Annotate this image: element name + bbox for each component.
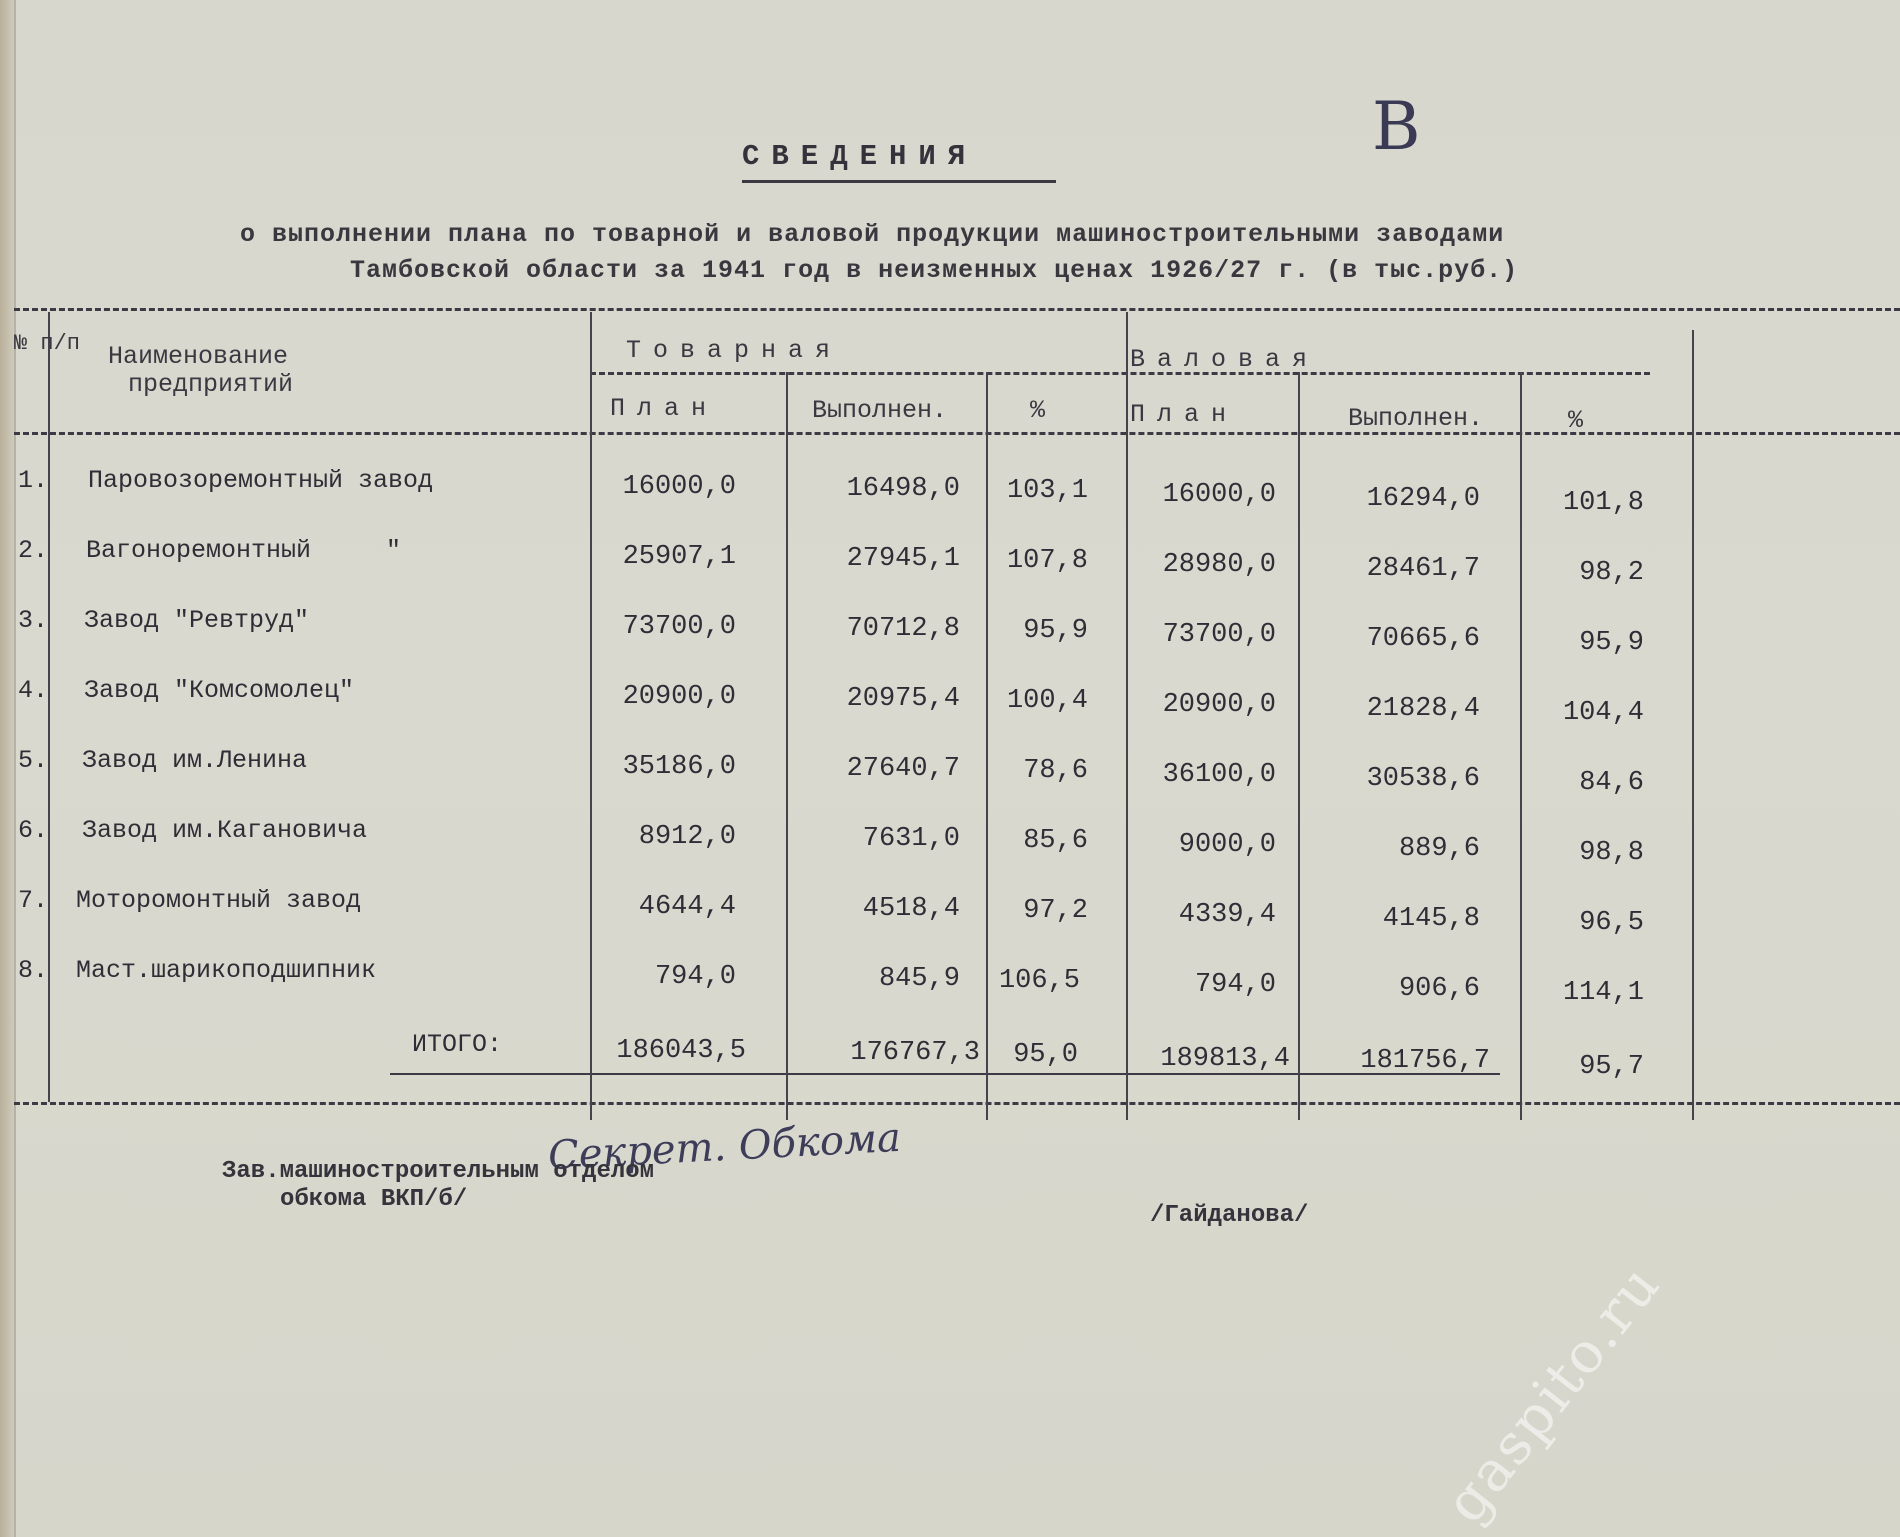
row-number: 8. xyxy=(18,956,49,985)
total-c-pct: 95,0 xyxy=(1013,1040,1078,1070)
table-top-rule xyxy=(14,308,1900,311)
row-g-done: 906,6 xyxy=(1398,974,1480,1004)
total-c-plan: 186043,5 xyxy=(616,1036,746,1066)
row-g-done: 4145,8 xyxy=(1382,904,1480,934)
row-g-plan: 20900,0 xyxy=(1162,690,1276,720)
row-number: 2. xyxy=(18,536,49,565)
row-c-plan: 794,0 xyxy=(654,962,736,992)
row-g-plan: 4339,4 xyxy=(1178,900,1276,930)
row-c-done: 4518,4 xyxy=(862,894,960,924)
row-g-plan: 73700,0 xyxy=(1162,620,1276,650)
row-name: Завод им.Кагановича xyxy=(82,816,368,845)
header-gross: Валовая xyxy=(1130,345,1320,374)
row-c-done: 7631,0 xyxy=(862,824,960,854)
row-name: Завод "Ревтруд" xyxy=(84,606,310,635)
row-g-plan: 36100,0 xyxy=(1162,760,1276,790)
row-name: Завод им.Ленина xyxy=(82,746,308,775)
watermark: gaspito.ru xyxy=(1432,1252,1674,1535)
row-g-plan: 794,0 xyxy=(1194,970,1276,1000)
col-divider-gross xyxy=(1692,330,1694,1120)
row-g-pct: 98,8 xyxy=(1579,838,1644,868)
row-c-pct: 95,9 xyxy=(1023,616,1088,646)
table-bottom-rule xyxy=(14,1102,1900,1105)
row-g-done: 70665,6 xyxy=(1366,624,1480,654)
row-c-plan: 35186,0 xyxy=(622,752,736,782)
header-name-line1: Наименование xyxy=(108,342,289,371)
row-g-pct: 95,9 xyxy=(1579,628,1644,658)
row-g-plan: 9000,0 xyxy=(1178,830,1276,860)
row-g-done: 28461,7 xyxy=(1366,554,1480,584)
row-c-plan: 4644,4 xyxy=(638,892,736,922)
row-name: Моторомонтный завод xyxy=(76,886,362,915)
header-g-done: Выполнен. xyxy=(1348,404,1484,433)
col-divider-g-plan xyxy=(1298,372,1300,1120)
row-c-done: 70712,8 xyxy=(846,614,960,644)
row-g-pct: 104,4 xyxy=(1562,698,1644,728)
row-number: 3. xyxy=(18,606,49,635)
row-c-plan: 8912,0 xyxy=(638,822,736,852)
row-g-done: 30538,6 xyxy=(1366,764,1480,794)
col-divider-name xyxy=(590,312,592,1120)
row-c-plan: 16000,0 xyxy=(622,472,736,502)
header-c-done: Выполнен. xyxy=(812,396,948,425)
row-number: 7. xyxy=(18,886,49,915)
page-edge-shadow xyxy=(0,0,14,1537)
row-c-done: 20975,4 xyxy=(846,684,960,714)
row-g-plan: 16000,0 xyxy=(1162,480,1276,510)
signature-line-1: Зав.машиностроительным отделом xyxy=(222,1158,655,1185)
row-c-pct: 97,2 xyxy=(1023,896,1088,926)
signature-line-2: обкома ВКП/б/ xyxy=(280,1186,468,1213)
row-c-pct: 103,1 xyxy=(1006,476,1088,506)
header-c-pct: % xyxy=(1030,396,1046,425)
total-g-pct: 95,7 xyxy=(1579,1052,1644,1082)
row-c-done: 16498,0 xyxy=(846,474,960,504)
row-c-pct: 85,6 xyxy=(1023,826,1088,856)
col-divider-c-done xyxy=(986,372,988,1120)
row-c-plan: 20900,0 xyxy=(622,682,736,712)
row-c-pct: 78,6 xyxy=(1023,756,1088,786)
row-g-done: 21828,4 xyxy=(1366,694,1480,724)
subheader-rule xyxy=(590,372,1650,375)
total-g-plan: 189813,4 xyxy=(1160,1044,1290,1074)
row-c-pct: 100,4 xyxy=(1006,686,1088,716)
handwritten-letter: В xyxy=(1372,88,1421,165)
signatory-name: /Гайданова/ xyxy=(1150,1202,1309,1229)
row-number: 6. xyxy=(18,816,49,845)
row-number: 4. xyxy=(18,676,49,705)
row-c-done: 27945,1 xyxy=(846,544,960,574)
header-bottom-rule xyxy=(14,432,1900,435)
row-c-plan: 73700,0 xyxy=(622,612,736,642)
row-number: 1. xyxy=(18,466,49,495)
row-g-pct: 101,8 xyxy=(1562,488,1644,518)
row-number: 5. xyxy=(18,746,49,775)
row-name: Завод "Комсомолец" xyxy=(84,676,355,705)
row-g-done: 16294,0 xyxy=(1366,484,1480,514)
row-name: Маст.шарикоподшипник xyxy=(76,956,377,985)
header-g-plan: План xyxy=(1130,400,1239,429)
row-name: Вагоноремонтный " xyxy=(86,536,402,565)
document-title: СВЕДЕНИЯ xyxy=(742,140,978,173)
row-c-done: 845,9 xyxy=(878,964,960,994)
row-g-pct: 98,2 xyxy=(1579,558,1644,588)
header-g-pct: % xyxy=(1568,406,1584,435)
row-g-plan: 28980,0 xyxy=(1162,550,1276,580)
row-c-done: 27640,7 xyxy=(846,754,960,784)
handwritten-note: Секрет. Обкома xyxy=(547,1114,902,1180)
col-divider-commodity xyxy=(1126,312,1128,1120)
row-g-pct: 96,5 xyxy=(1579,908,1644,938)
row-c-plan: 25907,1 xyxy=(622,542,736,572)
row-g-done: 889,6 xyxy=(1398,834,1480,864)
total-c-done: 176767,3 xyxy=(850,1038,980,1068)
subtitle-line-2: Тамбовской области за 1941 год в неизменных ценах 1926/27 г. (в тыс.руб.) xyxy=(350,256,1519,285)
total-g-done: 181756,7 xyxy=(1360,1046,1490,1076)
col-divider-num xyxy=(48,312,50,1102)
col-divider-g-done xyxy=(1520,372,1522,1120)
row-g-pct: 114,1 xyxy=(1562,978,1644,1008)
row-name: Паровозоремонтный завод xyxy=(88,466,434,495)
header-num: № п/п xyxy=(14,331,81,356)
header-commodity: Товарная xyxy=(626,336,843,365)
row-c-pct: 107,8 xyxy=(1006,546,1088,576)
header-c-plan: План xyxy=(610,394,719,423)
col-divider-c-plan xyxy=(786,372,788,1120)
header-name-line2: предприятий xyxy=(128,370,294,399)
subtitle-line-1: о выполнении плана по товарной и валовой продукции машиностроительными заводами xyxy=(240,220,1505,249)
row-c-pct: 106,5 xyxy=(998,966,1080,996)
title-underline xyxy=(742,180,1056,183)
row-g-pct: 84,6 xyxy=(1579,768,1644,798)
total-label: ИТОГО: xyxy=(412,1030,503,1059)
